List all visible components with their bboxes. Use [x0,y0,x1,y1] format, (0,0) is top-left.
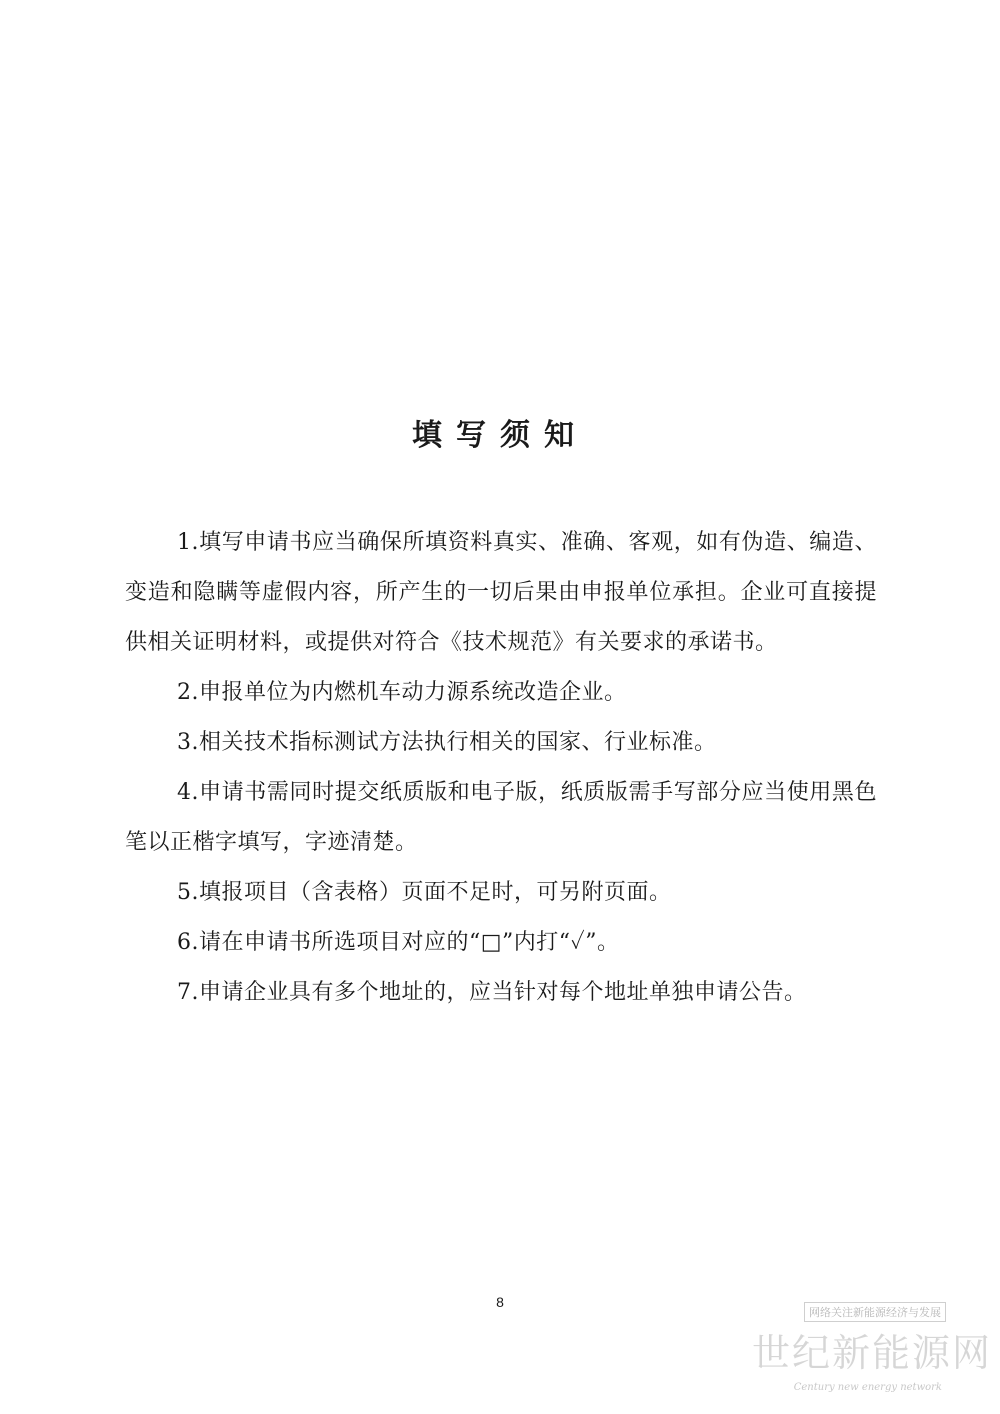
instruction-paragraph-7: 7.申请企业具有多个地址的，应当针对每个地址单独申请公告。 [177,980,807,1005]
watermark-logo-text: 世纪新能源网 [751,1331,992,1375]
instruction-paragraph-6: 6.请在申请书所选项目对应的“□”内打“✓”。 [177,930,620,955]
instruction-paragraph-5: 5.填报项目（含表格）页面不足时，可另附页面。 [177,880,672,905]
instruction-paragraph-4: 4.申请书需同时提交纸质版和电子版，纸质版需手写部分应当使用黑色笔以正楷字填写，字迹清楚。 [125,780,877,855]
instruction-paragraph-3: 3.相关技术指标测试方法执行相关的国家、行业标准。 [177,730,717,755]
page-number: 8 [496,1294,504,1310]
instruction-paragraph-1: 1.填写申请书应当确保所填资料真实、准确、客观，如有伪造、编造、变造和隐瞒等虚假内容，所产生的一切后果由申报单位承担。企业可直接提供相关证明材料，或提供对符合《技术规范》有关要求的承诺书。 [125,530,877,655]
instructions-body [125,518,877,1018]
watermark-logo [752,1298,992,1408]
watermark-slogan: 网络关注新能源经济与发展 [804,1302,946,1322]
page-title: 填写须知 [412,418,588,453]
instruction-paragraph-2: 2.申报单位为内燃机车动力源系统改造企业。 [177,680,627,705]
watermark-subtitle: Century new energy network [793,1382,942,1393]
